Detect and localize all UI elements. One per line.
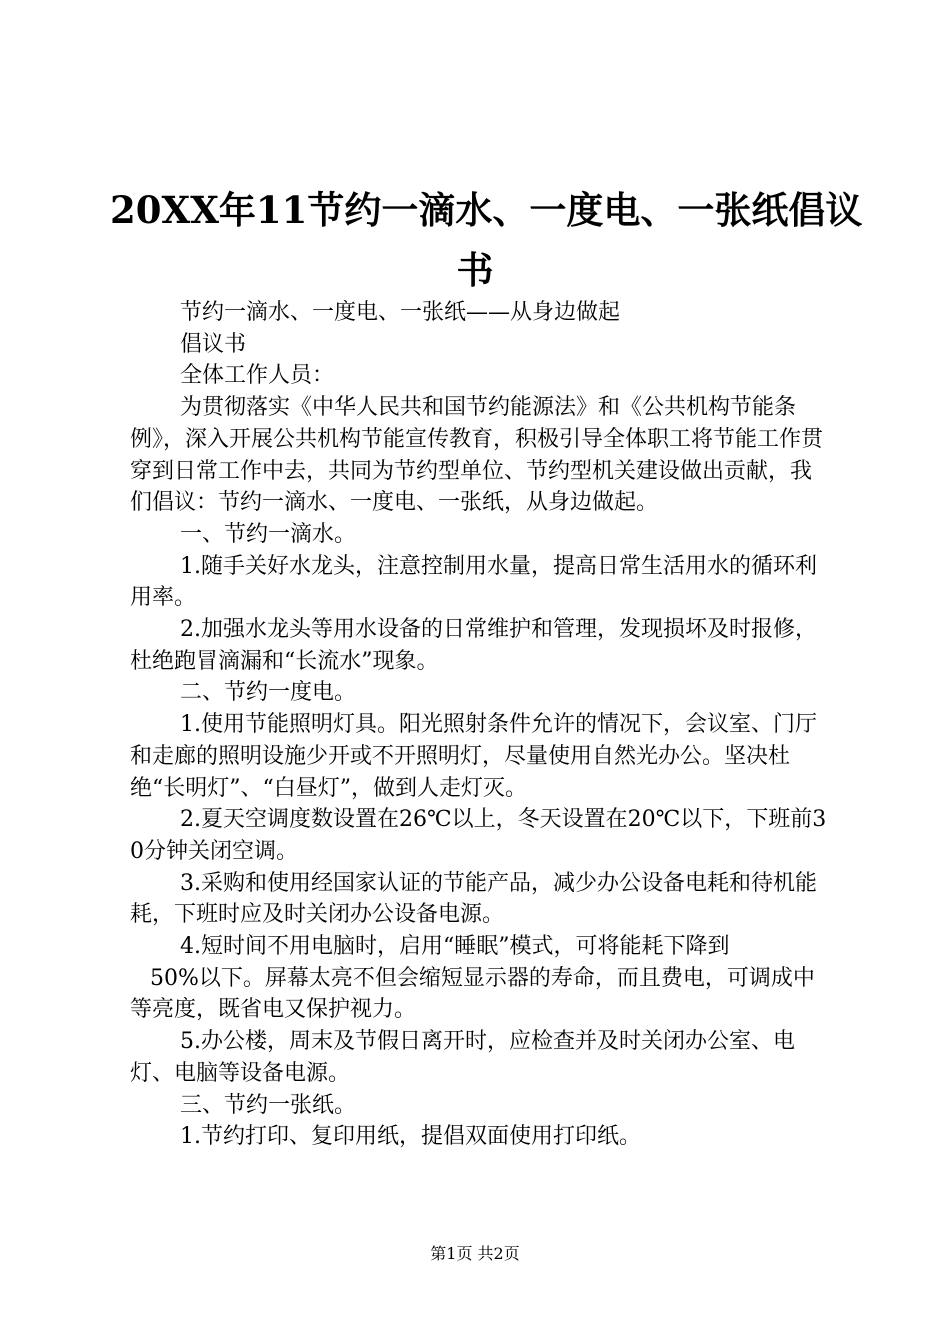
- electricity-item-2: 2.夏天空调度数设置在26℃以上，冬天设置在20℃以下，下班前30分钟关闭空调。: [130, 807, 827, 864]
- heading-proposal: 倡议书: [180, 331, 247, 357]
- section-heading-electricity: 二、节约一度电。: [180, 680, 357, 706]
- electricity-item-4: 4.短时间不用电脑时，启用“睡眠”模式，可将能耗下降到: [180, 934, 730, 960]
- water-item-1: 1.随手关好水龙头，注意控制用水量，提高日常生活用水的循环利用率。: [130, 553, 817, 611]
- water-item-2: 2.加强水龙头等用水设备的日常维护和管理，发现损坏及时报修，杜绝跑冒滴漏和“长流水”现象。: [130, 617, 817, 674]
- electricity-item-1: 1.使用节能照明灯具。阳光照射条件允许的情况下，会议室、门厅和走廊的照明设施少开或不开照明灯，尽量使用自然光办公。坚决杜绝“长明灯”、“白昼灯”，做到人走灯灭。: [130, 712, 817, 801]
- intro-paragraph: 为贯彻落实《中华人民共和国节约能源法》和《公共机构节能条例》，深入开展公共机构节能宣传教育，积极引导全体职工将节能工作贯穿到日常工作中去，共同为节约型单位、节约型机关建设做出贡献，我们倡议：节约一滴水、一度电、一张纸，从身边做起。: [130, 395, 824, 516]
- salutation: 全体工作人员：: [180, 363, 335, 389]
- document-title-line-1: 20XX年11节约一滴水、一度电、一张纸倡议: [110, 188, 863, 232]
- electricity-item-4-continued: 50%以下。屏幕太亮不但会缩短显示器的寿命，而且费电，可调成中等亮度，既省电又保护视力。: [130, 965, 815, 1023]
- page-footer: 第1页 共2页: [430, 1244, 520, 1263]
- section-heading-water: 一、节约一滴水。: [180, 521, 357, 547]
- electricity-item-5: 5.办公楼，周末及节假日离开时，应检查并及时关闭办公室、电灯、电脑等设备电源。: [130, 1029, 795, 1086]
- subtitle-paragraph: 节约一滴水、一度电、一张纸——从身边做起: [180, 300, 621, 325]
- document-title-line-2: 书: [456, 248, 494, 292]
- document-body: [130, 297, 830, 1153]
- paper-item-1: 1.节约打印、复印用纸，提倡双面使用打印纸。: [180, 1124, 641, 1150]
- section-heading-paper: 三、节约一张纸。: [180, 1092, 357, 1118]
- electricity-item-3: 3.采购和使用经国家认证的节能产品，减少办公设备电耗和待机能耗，下班时应及时关闭办公设备电源。: [130, 870, 817, 928]
